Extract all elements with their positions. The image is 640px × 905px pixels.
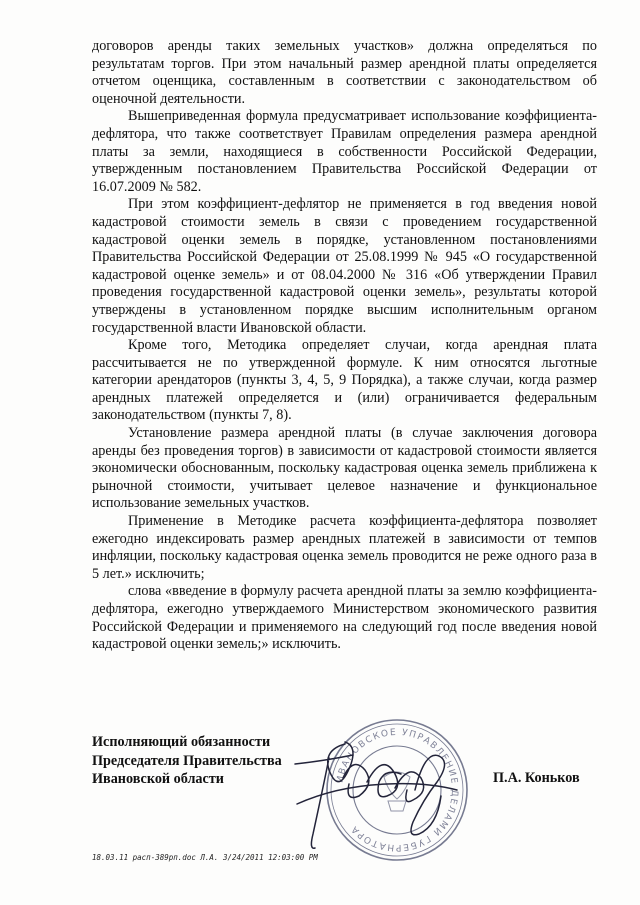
signature-title-line: Председателя Правительства	[92, 752, 282, 769]
svg-text:ИВАНОВСКОЕ УПРАВЛЕНИЕ ДЕЛАМИ Г: ИВАНОВСКОЕ УПРАВЛЕНИЕ ДЕЛАМИ ГУБЕРНАТОРА	[335, 727, 460, 853]
file-info-footer: 18.03.11 расп-389рп.doc Л.А. 3/24/2011 12:03:00 PM	[92, 853, 318, 862]
paragraph-6: Применение в Методике расчета коэффициента-дефлятора позволяет ежегодно индексировать размер арендных платежей в зависимости от темпов инфляции, поскольку кадастровая оценка земель проводится не реже одного раза в 5 лет.» исключить;	[92, 513, 597, 582]
paragraph-5: Установление размера арендной платы (в случае заключения договора аренды без проведения торгов) в зависимости от кадастровой стоимости является экономически обоснованным, поскольку кадастровая оценка земель приближена к рыночной стоимости, учитывает целевое назначение и функциональное использование земельных участков.	[92, 425, 597, 512]
document-body	[92, 38, 597, 654]
paragraph-4: Кроме того, Методика определяет случаи, когда арендная плата рассчитывается не по утвержденной формуле. К ним относятся льготные категории арендаторов (пункты 3, 4, 5, 9 Порядка), а также случаи, когда размер арендных платежей определяется и (или) ограничивается федеральным законодательством (пункты 7, 8).	[92, 337, 597, 424]
signature-title-line: Ивановской области	[92, 771, 224, 787]
paragraph-2: Вышеприведенная формула предусматривает использование коэффициента-дефлятора, что также соответствует Правилам определения размера арендной платы за земли, находящиеся в собственности Российской Федерации, утвержденным постановлением Правительства Российской Федерации от 16.07.2009 № 582.	[92, 108, 597, 195]
signatory-name: П.А. Коньков	[493, 770, 580, 786]
signature-title-line: Исполняющий обязанности	[92, 734, 271, 750]
paragraph-1: договоров аренды таких земельных участков» должна определяться по результатам торгов. При этом начальный размер арендной платы определяется отчетом оценщика, составленным в соответствии с законодательством об оценочной деятельности.	[92, 38, 597, 107]
signature-title-block	[92, 733, 312, 789]
paragraph-7: слова «введение в формулу расчета арендной платы за землю коэффициента-дефлятора, ежегодно утверждаемого Министерством экономического развития Российской Федерации и применяемого на следующий год после введения новой кадастровой оценки земель;» исключить.	[92, 583, 597, 653]
paragraph-3: При этом коэффициент-дефлятор не применяется в год введения новой кадастровой стоимости земель в связи с проведением государственной кадастровой оценки земель в порядке, установленном постановлениями Правительства Российской Федерации от 25.08.1999 № 945 «О государственной кадастровой оценке земель» и от 08.04.2000 № 316 «Об утверждении Правил проведения государственной кадастровой оценки земель», результаты которой утверждены в установленном порядке высшим исполнительным органом государственной власти Ивановской области.	[92, 196, 597, 336]
handwritten-signature	[285, 712, 465, 872]
